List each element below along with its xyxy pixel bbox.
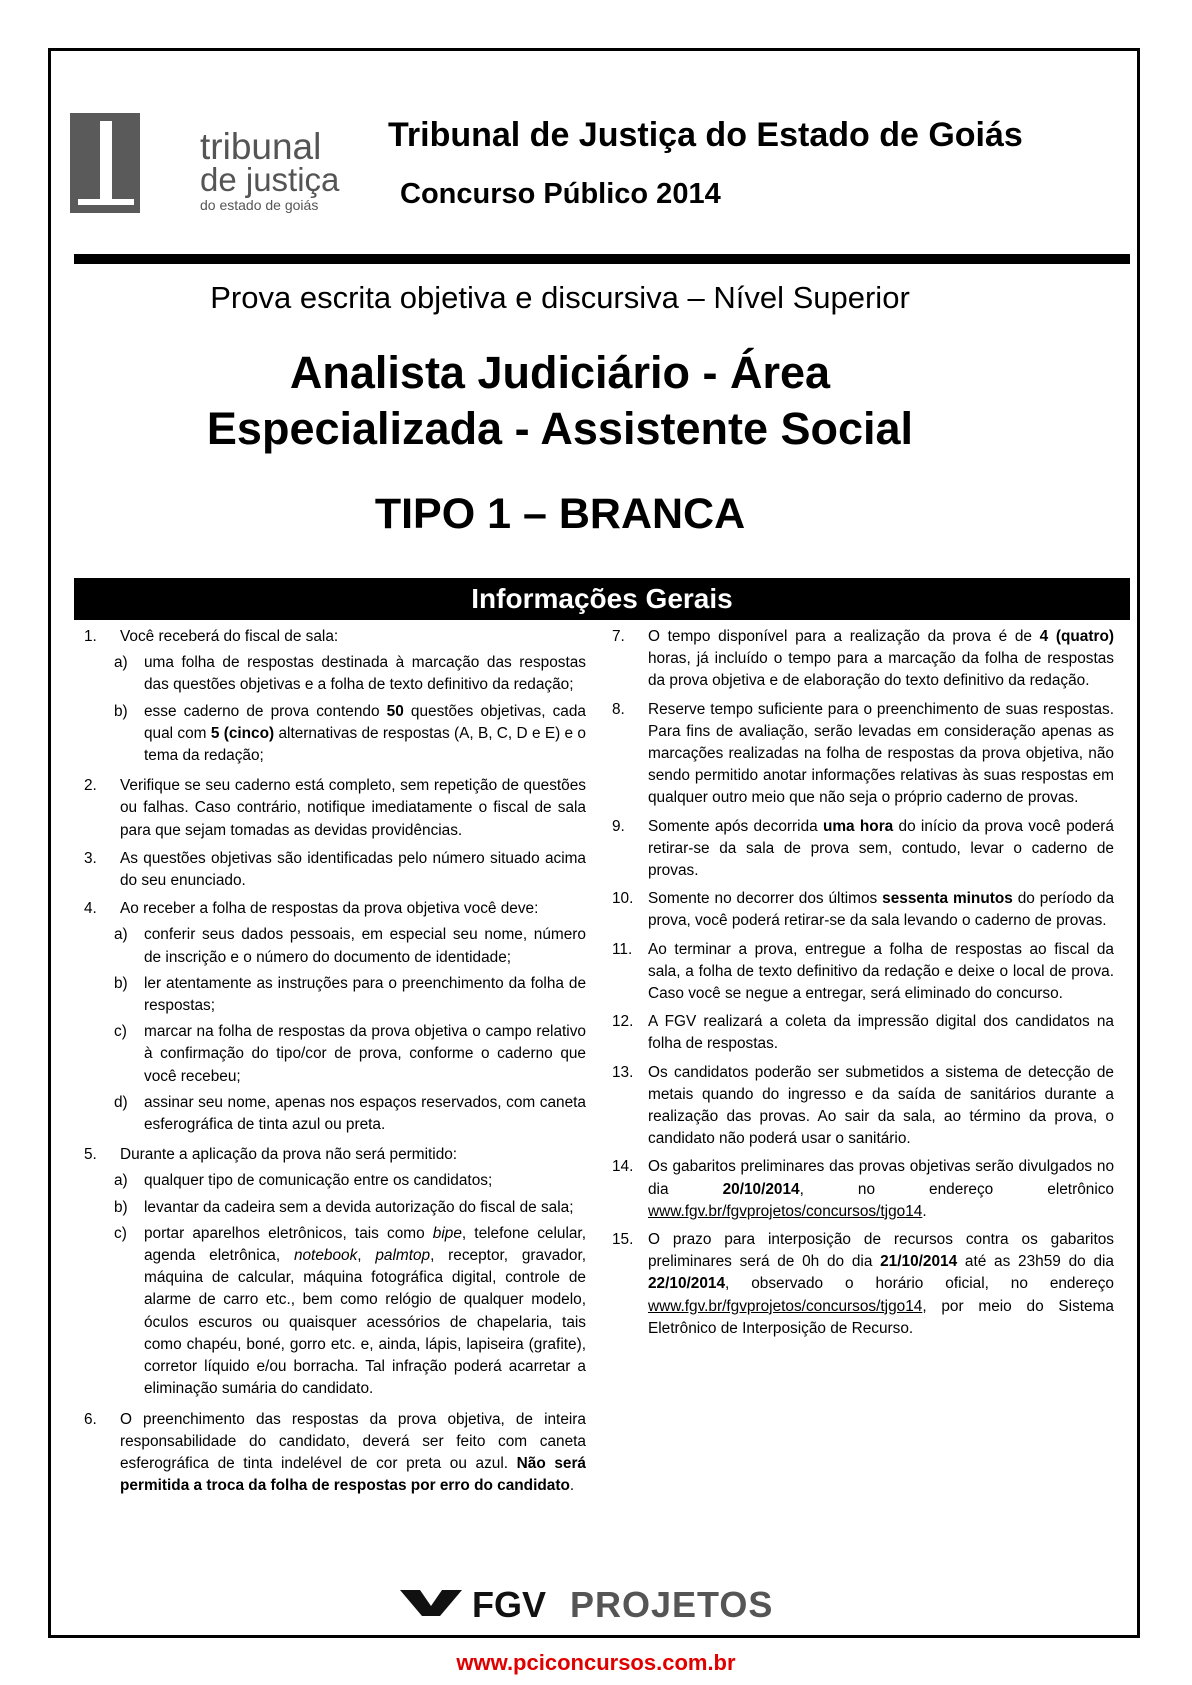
post-title <box>0 345 1120 457</box>
item-text: Ao receber a folha de respostas da prova objetiva você deve: <box>120 900 539 918</box>
sub-letter: b) <box>114 974 128 992</box>
sub-letter: a) <box>114 926 128 944</box>
post-title-line-1: Analista Judiciário - Área <box>289 347 831 398</box>
item-text: Somente após decorrida uma hora do início da prova você poderá retirar-se da sala de prova sem, contudo, levar o caderno de provas. <box>648 817 1114 880</box>
appeal-link[interactable]: www.fgv.br/fgvprojetos/concursos/tjgo14 <box>648 1297 923 1315</box>
sub-text: portar aparelhos eletrônicos, tais como bipe, telefone celular, agenda eletrônica, notebook, palmtop, receptor, gravador, máquina de calcular, máquina fotográfica digital, controle de alarme de carro etc., bem como relógio de qualquer modelo, óculos escuros ou quaisquer acessórios de chapelaria, tais como chapéu, boné, gorro etc. e, ainda, lápis, lapiseira (grafite), corretor líquido e/ou borracha. Tal infração poderá acarretar a eliminação sumária do candidato. <box>144 1224 586 1398</box>
list-item <box>606 1156 1114 1223</box>
instructions-left-column <box>78 626 586 1503</box>
item-text: Verifique se seu caderno está completo, sem repetição de questões ou falhas. Caso contrário, notifique imediatamente o fiscal de sala para que sejam tomadas as devidas providências. <box>120 777 586 839</box>
sub-text: esse caderno de prova contendo 50 questões objetivas, cada qual com 5 (cinco) alternativas de respostas (A, B, C, D e E) e o tema da redação; <box>144 702 586 765</box>
item-number: 14. <box>612 1158 634 1176</box>
list-item <box>78 775 586 842</box>
list-item <box>78 848 586 892</box>
sub-text: conferir seus dados pessoais, em especial seu nome, número de inscrição e o número do documento de identidade; <box>144 926 586 966</box>
item-number: 8. <box>612 700 625 718</box>
item-text: Você receberá do fiscal de sala: <box>120 628 339 645</box>
list-item <box>78 626 586 767</box>
sub-letter: b) <box>114 1198 128 1216</box>
item-number: 3. <box>84 849 97 867</box>
item-number: 10. <box>612 890 634 908</box>
item-text: Ao terminar a prova, entregue a folha de respostas ao fiscal da sala, a folha de texto definitivo da redação e deixe o local de prova. Caso você se negue a entregar, será eliminado do concurso. <box>648 940 1114 1003</box>
sub-letter: c) <box>114 1224 127 1242</box>
item-text: Durante a aplicação da prova não será permitido: <box>120 1146 458 1164</box>
sub-text: ler atentamente as instruções para o preenchimento da folha de respostas; <box>144 974 586 1015</box>
item-text: As questões objetivas são identificadas pelo número situado acima do seu enunciado. <box>120 849 586 890</box>
item-number: 12. <box>612 1013 634 1031</box>
sub-letter: a) <box>114 1172 128 1190</box>
item-number: 9. <box>612 817 625 835</box>
contest-title: Concurso Público 2014 <box>400 178 721 210</box>
fgv-mark-icon <box>400 1590 462 1616</box>
item-number: 2. <box>84 777 97 795</box>
list-item <box>78 898 586 1136</box>
item-text: O tempo disponível para a realização da prova é de 4 (quatro) horas, já incluído o tempo para a marcação da folha de respostas da prova objetiva e de elaboração do texto definitivo da redação. <box>648 628 1115 690</box>
item-text: O prazo para interposição de recursos contra os gabaritos preliminares será de 0h do dia 21/10/2014 até as 23h59 do dia 22/10/2014, observado o horário oficial, no endereço www.fgv.br/fgvprojetos/concursos/tjgo14, por meio do Sistema Eletrônico de Interposição de Recurso. <box>648 1231 1114 1337</box>
list-item <box>606 699 1114 810</box>
fgv-brand: FGV <box>472 1584 547 1625</box>
sub-text: uma folha de respostas destinada à marcação das respostas das questões objetivas e a folha de texto definitivo da redação; <box>144 654 586 694</box>
sub-text: assinar seu nome, apenas nos espaços reservados, com caneta esferográfica de tinta azul ou preta. <box>144 1093 586 1134</box>
logo-line-1: tribunal <box>200 126 322 167</box>
tribunal-logo-icon <box>70 113 140 213</box>
sub-text: levantar da cadeira sem a devida autorização do fiscal de sala; <box>144 1198 574 1216</box>
projetos-brand: PROJETOS <box>570 1584 774 1625</box>
results-link[interactable]: www.fgv.br/fgvprojetos/concursos/tjgo14 <box>648 1202 923 1220</box>
list-item <box>606 816 1114 883</box>
list-item <box>606 1011 1114 1055</box>
section-title: Informações Gerais <box>74 578 1130 620</box>
org-title: Tribunal de Justiça do Estado de Goiás <box>388 116 1023 154</box>
source-website-link[interactable]: www.pciconcursos.com.br <box>456 1650 736 1675</box>
list-item <box>606 888 1114 932</box>
header-divider <box>74 254 1130 264</box>
item-text: A FGV realizará a coleta da impressão digital dos candidatos na folha de respostas. <box>648 1013 1114 1053</box>
list-item <box>606 1062 1114 1151</box>
sub-text: qualquer tipo de comunicação entre os candidatos; <box>144 1172 493 1190</box>
sub-letter: d) <box>114 1093 128 1111</box>
item-number: 15. <box>612 1231 634 1249</box>
item-text: Os candidatos poderão ser submetidos a sistema de detecção de metais quando do ingresso e da saída de sanitários durante a realização das provas. Ao sair da sala, ao término da prova, o candidato não poderá usar o sanitário. <box>648 1063 1114 1148</box>
item-text: Somente no decorrer dos últimos sessenta minutos do período da prova, você poderá retirar-se da sala levando o caderno de provas. <box>648 890 1115 930</box>
item-number: 7. <box>612 628 625 645</box>
list-item <box>606 1229 1114 1340</box>
item-number: 13. <box>612 1063 634 1081</box>
instructions-right-column <box>606 626 1114 1346</box>
item-number: 11. <box>612 940 633 958</box>
list-item <box>78 1409 586 1498</box>
exam-version: TIPO 1 – BRANCA <box>374 490 746 538</box>
sub-letter: a) <box>114 654 128 672</box>
tribunal-logo-text <box>200 128 339 212</box>
exam-type: Prova escrita objetiva e discursiva – Nível Superior <box>210 280 910 315</box>
post-title-line-2: Especializada - Assistente Social <box>206 403 914 454</box>
item-number: 6. <box>84 1410 97 1428</box>
list-item <box>78 1144 586 1400</box>
list-item <box>606 939 1114 1006</box>
sub-letter: b) <box>114 702 128 720</box>
logo-line-3: do estado de goiás <box>200 197 319 213</box>
item-text: Os gabaritos preliminares das provas objetivas serão divulgados no dia 20/10/2014, no endereço eletrônico www.fgv.br/fgvprojetos/concursos/tjgo14. <box>648 1158 1114 1220</box>
logo-line-2: de justiça <box>200 161 340 198</box>
sub-text: marcar na folha de respostas da prova objetiva o campo relativo à confirmação do tipo/cor de prova, conforme o caderno que você recebeu; <box>144 1023 586 1085</box>
item-number: 5. <box>84 1146 97 1164</box>
sub-letter: c) <box>114 1023 127 1041</box>
item-number: 4. <box>84 900 97 918</box>
list-item <box>606 626 1114 693</box>
item-text: Reserve tempo suficiente para o preenchimento de suas respostas. Para fins de avaliação, serão levadas em consideração apenas as marcações realizadas na folha de respostas da prova objetiva, não sendo permitido anotar informações relativas às suas respostas em qualquer outro meio que não seja o próprio caderno de provas. <box>648 700 1114 807</box>
item-number: 1. <box>84 628 97 645</box>
item-text: O preenchimento das respostas da prova objetiva, de inteira responsabilidade do candidato, deverá ser feito com caneta esferográfica de tinta indelével de cor preta ou azul. Não será permitida a troca da folha de respostas por erro do candidato. <box>120 1410 586 1495</box>
